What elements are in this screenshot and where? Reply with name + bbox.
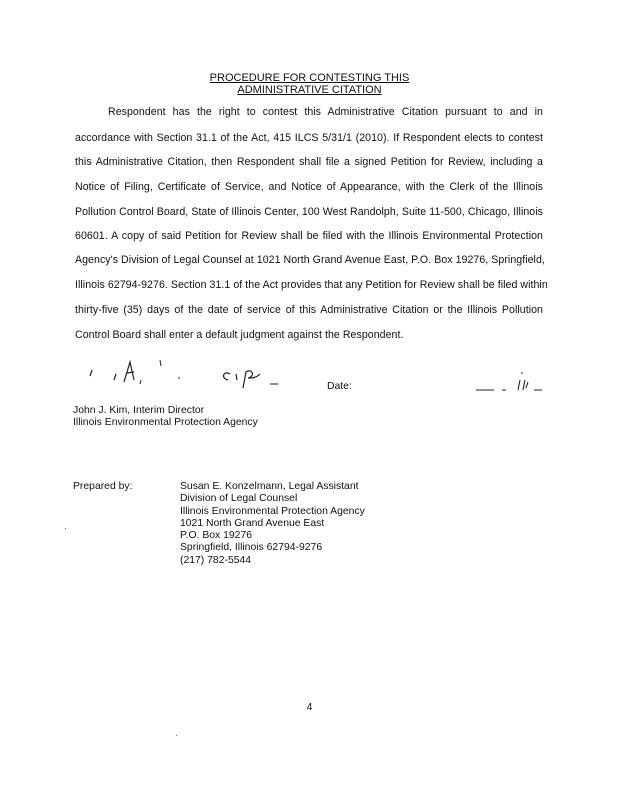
- body-line: Agency's Division of Legal Counsel at 1021 North Grand Avenue East, P.O. Box 19276, Springfield,: [75, 254, 545, 266]
- preparer-street: 1021 North Grand Avenue East: [180, 517, 325, 529]
- body-line: Illinois 62794-9276. Section 31.1 of the Act provides that any Petition for Review shall be filed within: [75, 279, 548, 291]
- scan-speck: [65, 528, 66, 529]
- body-line: Control Board shall enter a default judgment against the Respondent.: [75, 329, 404, 341]
- date-label: Date:: [327, 381, 352, 392]
- preparer-name: Susan E. Konzelmann, Legal Assistant: [180, 481, 359, 492]
- preparer-po-box: P.O. Box 19276: [180, 530, 253, 542]
- body-line: accordance with Section 31.1 of the Act, 415 ILCS 5/31/1 (2010). If Respondent elects to contest: [75, 132, 543, 144]
- prepared-by-block: [180, 481, 365, 567]
- prepared-by-label: Prepared by:: [73, 481, 133, 492]
- body-line: this Administrative Citation, then Respondent shall file a signed Petition for Review, including a: [75, 156, 543, 168]
- signer-name-title: John J. Kim, Interim Director: [73, 405, 205, 416]
- scan-speck: [176, 735, 177, 736]
- body-line: Notice of Filing, Certificate of Service, and Notice of Appearance, with the Clerk of the Illinois: [75, 181, 543, 193]
- heading-line-1: PROCEDURE FOR CONTESTING THIS: [209, 72, 410, 84]
- preparer-agency: Illinois Environmental Protection Agency: [180, 505, 365, 517]
- signer-agency: Illinois Environmental Protection Agency: [73, 417, 258, 428]
- body-line: Pollution Control Board, State of Illinois Center, 100 West Randolph, Suite 11-500, Chicago, Illinois: [75, 206, 543, 218]
- page-number: 4: [306, 702, 313, 713]
- heading-line-2: ADMINISTRATIVE CITATION: [237, 84, 382, 96]
- preparer-phone: (217) 782-5544: [180, 554, 252, 566]
- body-line: Respondent has the right to contest this Administrative Citation pursuant to and in: [108, 106, 543, 118]
- body-line: 60601. A copy of said Petition for Review shall be filed with the Illinois Environmental Protection: [75, 230, 543, 242]
- body-line: thirty-five (35) days of the date of service of this Administrative Citation or the Illinois Pollution: [75, 304, 543, 316]
- preparer-division: Division of Legal Counsel: [180, 493, 298, 505]
- signature-image: [80, 356, 280, 390]
- preparer-city: Springfield, Illinois 62794-9276: [180, 542, 323, 554]
- date-handwriting-image: [470, 368, 550, 394]
